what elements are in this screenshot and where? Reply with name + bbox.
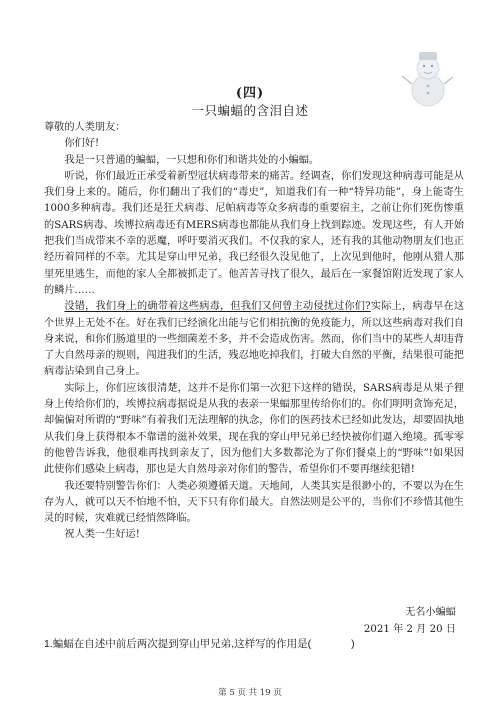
paragraph-4: 实际上，你们应该很清楚，这并不是你们第一次犯下这样的错误，SARS病毒是从果子狸身上传给你们的，埃博拉病毒据说是从我的表亲一果蝠那里传给你们的。你们明明贪饰充足，却偏偏对所谓的“野味”有着我们无法理解的执念，你们的医药技术已经如此发达，却要固执地从我们身上获得根本不靠谱的滋补效果，现在我的穿山甲兄弟已经快被你们逼入绝境。孤零零的他曾告诉我，他很难再找到亲友了，因为他们大多数都沦为了你们餐桌上的“野味”!如果因此使你们感染上病毒，那也是大自然母亲对你们的警告，希望你们不要再继续犯错!: [44, 382, 464, 476]
question-text: 1.蝙蝠在自述中前后两次提到穿山甲兄弟,这样写的作用是(: [44, 638, 312, 650]
paragraph-2: 听说，你们最近正承受着新型冠状病毒带来的痛苦。经调查，你们发现这种病毒可能是从我们身上来的。随后，你们翻出了我们的“毒史”，知道我们有一种“特异功能”，身上能寄生1000多种病毒。我们还是狂犬病毒、尼帕病毒等众多病毒的重要宿主，之前让你们死伤惨重的SARS病毒、埃博拉病毒还有MERS病毒也都能从我们身上找到踪迹。发现这些，有人开始把我们当成带来不幸的恶魔，呼吁要消灭我们。不仅我的家人，还有我的其他动物朋友们也正经历着同样的不幸。尤其是穿山甲兄弟，我已经很久没见他了，上次见到他时，他刚从猎人那里死里逃生，而他的家人全都被抓走了。他苦苦寻找了很久，最后在一家餐馆附近发现了家人的鳞片……: [44, 170, 464, 296]
closing-wish: 祝人类一生好运!: [64, 529, 140, 541]
signature-date: 2021 年 2 月 20 日: [363, 624, 456, 635]
letter-body: [44, 120, 464, 544]
salutation: 尊敬的人类朋友：: [44, 122, 126, 133]
paragraph-1: 我是一只普通的蝙蝠，一只想和你们和谐共处的小蝙蝠。: [64, 154, 320, 166]
document-title: 一只蝙蝠的含泪自述: [191, 103, 309, 118]
greeting: 你们好!: [64, 138, 100, 150]
underlined-sentence: 没错，我们身上的确带着这些病毒，但我们又何曾主动侵扰过你们?: [64, 301, 371, 313]
signature-name: 无名小蝙蝠: [405, 607, 456, 618]
paragraph-3: [44, 299, 464, 380]
signature-block: [364, 604, 456, 638]
question-1: [44, 636, 355, 651]
paragraph-3-rest: 实际上，病毒早在这个世界上无处不在。好在我们已经演化出能与它们相抗衡的免疫能力，所以这些病毒对我们自身来说，和你们肠道里的一些细菌差不多，并不会造成伤害。然而，你们当中的某些人却违背了大自然母亲的规则，闯进我们的生活，残忍地吃掉我们，打破大自然的平衡，结果很可能把病毒沾染到自己身上。: [44, 301, 465, 378]
paragraph-5: 我还要特别警告你们：人类必须遵循天道。天地间，人类其实是很渺小的，不要以为在生存为人，就可以天不怕地不怕，天下只有你们最大。自然法则是公平的，当你们不珍惜其他生灵的时候，灾难就已经悄然降临。: [44, 480, 464, 525]
section-title: (四): [235, 86, 265, 101]
question-close: ): [351, 638, 355, 650]
page-footer: 第 5 页 共 19 页: [218, 688, 282, 698]
